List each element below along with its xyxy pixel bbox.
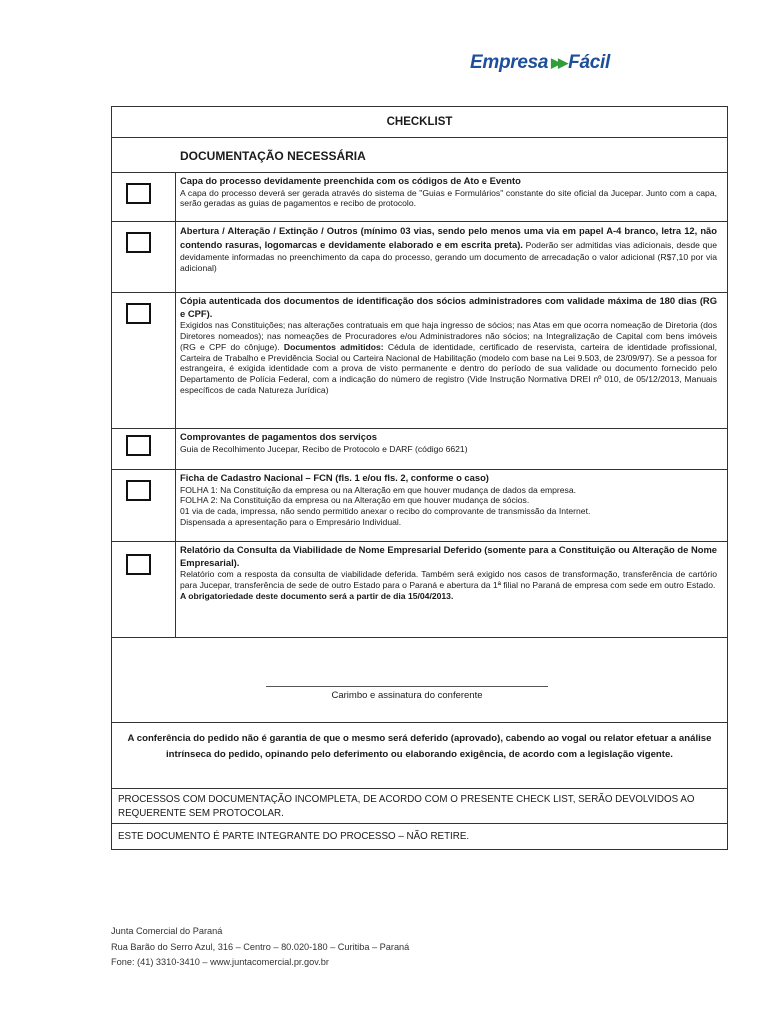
signature-caption: Carimbo e assinatura do conferente (331, 690, 483, 701)
item-body-bold: Documentos admitidos: (283, 341, 384, 352)
item-title: Ficha de Cadastro Nacional – FCN (fls. 1 e/ou fls. 2, conforme o caso) (180, 472, 489, 483)
footer-address: Rua Barão do Serro Azul, 316 – Centro – 80.020-180 – Curitiba – Paraná (111, 941, 410, 952)
checklist-title: CHECKLIST (112, 107, 727, 138)
item-body: Cédula de identidade, certificado de reservista, carteira de identidade profissional, Carteira de Trabalho e Previdência Social ou Carteira Nacional de Habilitação (modelo com base na Lei 9.503, de 23/09/97). Se a pessoa for estrangeira, é exigida identidade com a prova de visto permanente e dentro do período de sua validade ou documento fornecido pelo Departamento de Polícia Federal, com a indicação do número de registro (Vide Instrução Normativa DREI nº 010, de 05/12/2013, Manuais específicos de cada Natureza Jurídica) (180, 341, 717, 395)
footer-org: Junta Comercial do Paraná (111, 926, 223, 936)
signature-area (112, 638, 727, 723)
item-title: Abertura / Alteração / Extinção / Outros (mínimo 03 vias, sendo pelo menos uma via em papel A-4 branco, letra 12, não contendo rasuras, logomarcas e devidamente elaborado e em escrita preta). (180, 225, 717, 250)
footer (111, 924, 409, 971)
item-body: Relatório com a resposta da consulta de viabilidade deferida. Também será exigido nos casos de transformação, transferência de cartório para Jucepar, transferência de sede de outro Estado para o Paraná e abertura da 1ª filial no Paraná de empresa com sede em outro Estado. (180, 569, 717, 590)
integral-note: ESTE DOCUMENTO É PARTE INTEGRANTE DO PROCESSO – NÃO RETIRE. (118, 831, 470, 842)
item-line: 01 via de cada, impressa, não sendo permitido anexar o recibo do comprovante de transmissão da Internet. (180, 506, 591, 517)
footer-contact: Fone: (41) 3310-3410 – www.juntacomercial.pr.gov.br (111, 957, 329, 967)
item-bold-note: A obrigatoriedade deste documento será a partir de dia 15/04/2013. (180, 590, 454, 601)
item-line: FOLHA 2: Na Constituição da empresa ou na Alteração em que houver mudança de sócios. (180, 495, 530, 506)
item-title: Relatório da Consulta da Viabilidade de Nome Empresarial Deferido (somente para a Constituição ou Alteração de Nome Empresarial). (180, 544, 717, 568)
checklist-item-abertura (112, 222, 727, 293)
conference-note: A conferência do pedido não é garantia de que o mesmo será deferido (aprovado), cabendo ao vogal ou relator efetuar a análise intrínseca do pedido, opinando pelo deferimento ou elaborando exigência, de acordo com a legislação vigente. (112, 723, 727, 789)
item-line: FOLHA 1: Na Constituição da empresa ou na Alteração em que houver mudança de dados da empresa. (180, 484, 577, 495)
checkbox-capa[interactable] (126, 183, 151, 204)
item-body: A capa do processo deverá ser gerada através do sistema de "Guias e Formulários" constante do site oficial da Jucepar. Junto com a capa, serão geradas as guias de pagamentos e recibo de protocolo. (180, 187, 717, 209)
incomplete-note: PROCESSOS COM DOCUMENTAÇÃO INCOMPLETA, DE ACORDO COM O PRESENTE CHECK LIST, SERÃO DEVOLVIDOS AO REQUERENTE SEM PROTOCOLAR. (112, 789, 727, 824)
logo-word-empresa: Empresa (470, 52, 549, 73)
checklist-item-viabilidade (112, 542, 727, 638)
checkbox-viabilidade[interactable] (126, 554, 151, 575)
checkbox-comprovantes[interactable] (126, 435, 151, 456)
logo-word-facil: Fácil (568, 52, 610, 73)
checklist-subtitle: DOCUMENTAÇÃO NECESSÁRIA (112, 138, 727, 173)
item-title: Cópia autenticada dos documentos de identificação dos sócios administradores com validade máxima de 180 dias (RG e CPF). (180, 295, 717, 319)
item-body: Guia de Recolhimento Jucepar, Recibo de Protocolo e DARF (código 6621) (180, 443, 468, 454)
checklist-item-capa (112, 173, 727, 222)
item-body: Exigidos nas Constituições; nas alterações contratuais em que haja ingresso de sócios; nas Atas em que ocorra nomeação de Diretoria (dos Diretores nomeados); nas nomeações de Procuradores e/ou Administradores não sócios; na Integralização de Capital com bens imóveis (RG e CPF do cônjuge). (180, 320, 717, 352)
item-line: Dispensada a apresentação para o Empresário Individual. (180, 516, 402, 527)
item-title: Comprovantes de pagamentos dos serviços (180, 431, 377, 442)
logo-arrows-icon: ▶▶ (551, 55, 566, 70)
checkbox-documentos[interactable] (126, 303, 151, 324)
item-body: Poderão ser admitidas vias adicionais, desde que devidamente informadas no preenchimento da capa do processo, gerando um documento de arrecadação o valor adicional (R$7,10 por via adicional) (180, 240, 717, 273)
empresa-facil-logo (470, 52, 610, 74)
checklist-item-comprovantes (112, 429, 727, 470)
checklist-item-documentos (112, 293, 727, 429)
checkbox-fcn[interactable] (126, 480, 151, 501)
checklist-item-fcn (112, 470, 727, 542)
checkbox-abertura[interactable] (126, 232, 151, 253)
item-title: Capa do processo devidamente preenchida com os códigos de Ato e Evento (180, 175, 521, 186)
checklist-form (111, 106, 728, 850)
signature-line (266, 686, 548, 687)
